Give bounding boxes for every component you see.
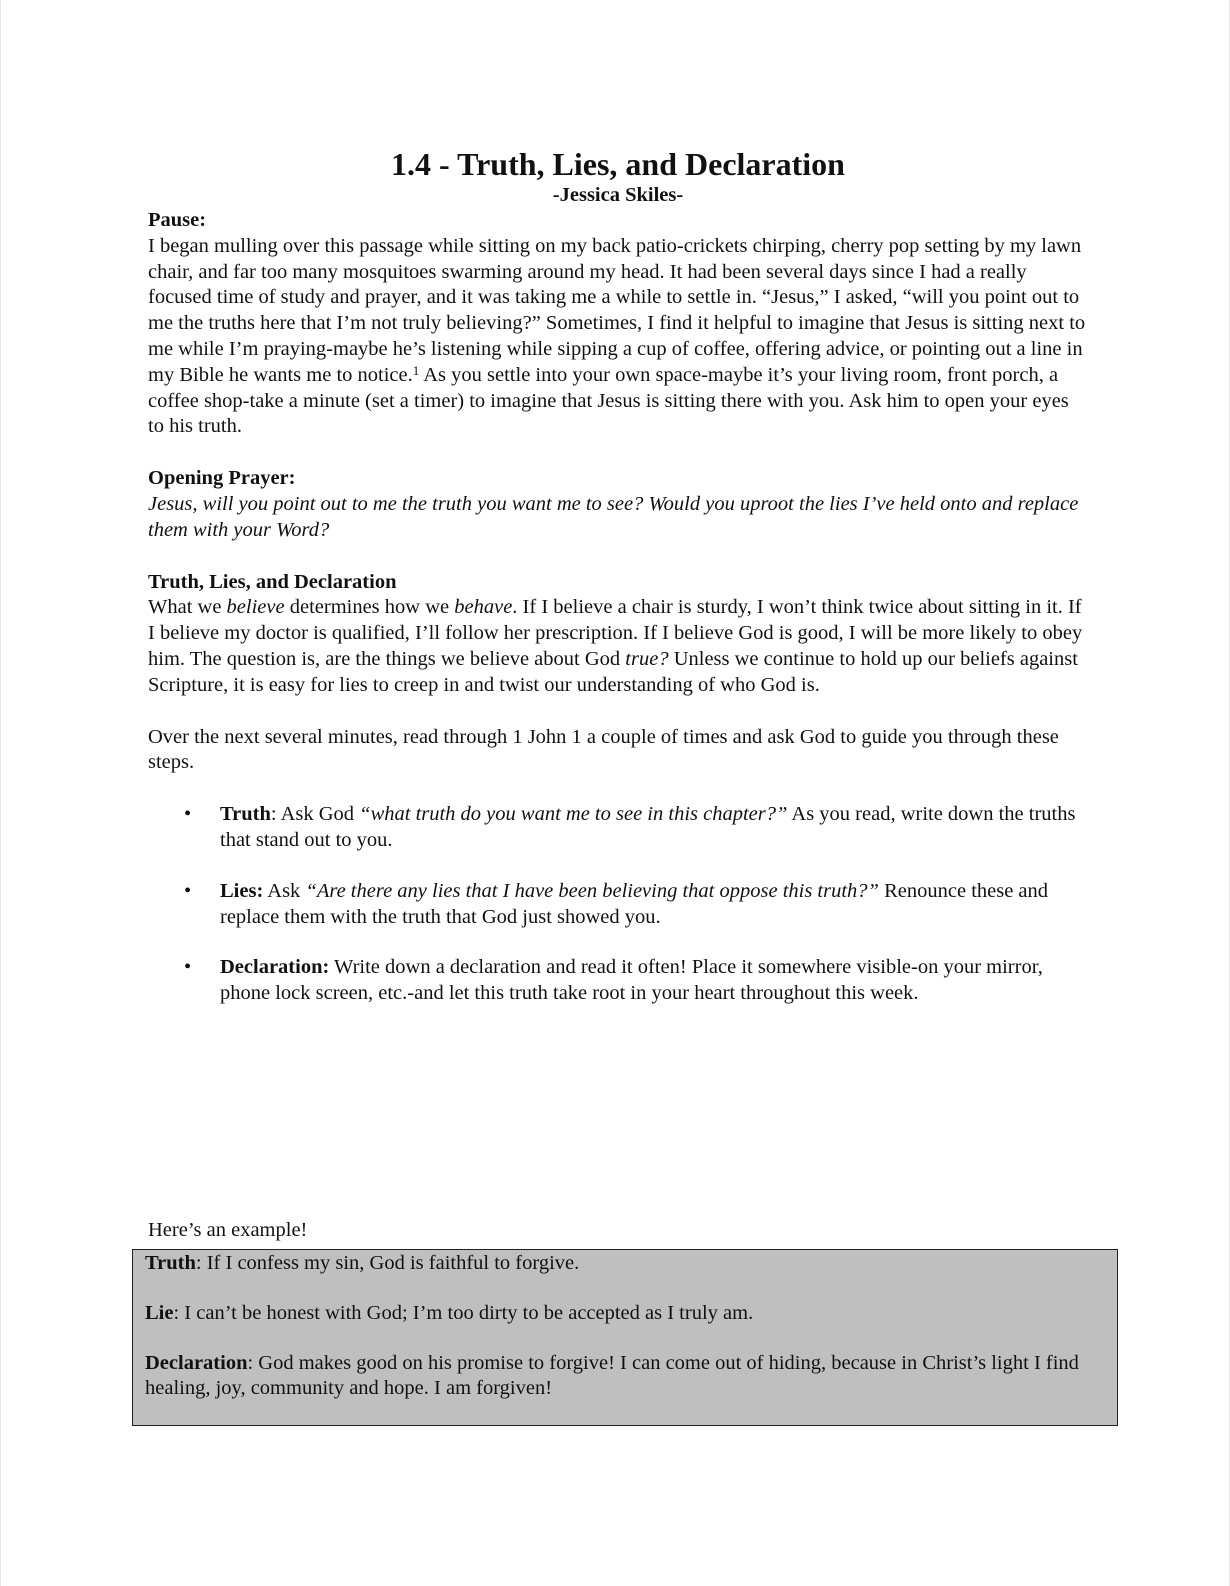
emphasis-true: true?: [625, 647, 669, 670]
text-run: . If I believe a chair is sturdy, I won’t think twice about sitting in it. If I believe my doctor is qualified, I’ll follow her prescription. If I believe God is good, I will be more likely to obey him. The question is, are the things we believe about God: [148, 596, 1083, 670]
step-rest: As you read, write down the truths that stand out to you.: [220, 803, 1076, 851]
text-run: What we: [148, 596, 227, 619]
example-lie: [145, 1301, 1105, 1327]
footnote-marker[interactable]: 1: [412, 362, 420, 378]
example-truth-text: : If I confess my sin, God is faithful to forgive.: [195, 1252, 580, 1274]
document-body: [148, 146, 1088, 1032]
pause-text-part1: I began mulling over this passage while sitting on my back patio-crickets chirping, cherry pop setting by my lawn chair, and far too many mosquitoes swarming around my head. It had been several days since I had a really focused time of study and prayer, and it was taking me a while to settle in. “Jesus,” I asked, “will you point out to me the truths here that I’m not truly believing?” Sometimes, I find it helpful to imagine that Jesus is sitting next to me while I’m praying-maybe he’s listening while sipping a cup of coffee, offering advice, or pointing out a line in my Bible he wants me to notice.: [148, 234, 1086, 386]
list-item-lies: [148, 879, 1088, 931]
truth-paragraph-2: Over the next several minutes, read through 1 John 1 a couple of times and ask God to guide you through these steps.: [148, 725, 1059, 774]
opening-prayer-text: Jesus, will you point out to me the truth you want me to see? Would you uproot the lies I’ve held onto and replace them with your Word?: [148, 492, 1079, 541]
step-text: : Ask God: [270, 803, 360, 826]
spacer: [148, 440, 1088, 466]
truth-lies-heading: Truth, Lies, and Declaration: [148, 570, 397, 593]
list-item-declaration: [148, 955, 1088, 1007]
step-text: Write down a declaration and read it often! Place it somewhere visible-on your mirror, phone lock screen, etc.-and let this truth take root in your heart throughout this week.: [220, 956, 1043, 1005]
step-rest: Renounce these and replace them with the truth that God just showed you.: [220, 879, 1049, 928]
spacer: [148, 699, 1088, 725]
example-lie-text: : I can’t be honest with God; I’m too dirty to be accepted as I truly am.: [173, 1301, 754, 1324]
example-declaration-text: : God makes good on his promise to forgive! I can come out of hiding, because in Christ’s light I find healing, joy, community and hope. I am forgiven!: [145, 1351, 1079, 1400]
spacer: [148, 544, 1088, 570]
example-truth: [145, 1251, 1105, 1277]
truth-paragraph-1: [148, 595, 1088, 698]
bullet-icon: •: [184, 956, 192, 979]
step-label: Truth: [220, 803, 271, 826]
list-item-truth: [148, 802, 1088, 854]
page-title: 1.4 - Truth, Lies, and Declaration: [391, 146, 845, 182]
author-byline: -Jessica Skiles-: [552, 184, 684, 206]
example-lie-label: Lie: [145, 1301, 174, 1324]
pause-paragraph: [148, 234, 1088, 440]
opening-prayer-heading: Opening Prayer:: [148, 467, 296, 490]
bullet-icon: •: [184, 879, 192, 902]
steps-list: [148, 802, 1088, 1007]
emphasis-behave: behave: [454, 596, 513, 619]
emphasis-believe: believe: [226, 596, 285, 619]
spacer: [148, 776, 1088, 802]
example-declaration: [145, 1351, 1105, 1403]
example-box: [132, 1249, 1118, 1426]
step-label: Lies:: [220, 879, 264, 902]
step-label: Declaration:: [220, 956, 330, 979]
example-declaration-label: Declaration: [145, 1351, 248, 1374]
pause-text-part2: As you settle into your own space-maybe it’s your living room, front porch, a coffee shop-take a minute (set a timer) to imagine that Jesus is sitting there with you. Ask him to open your eyes to his truth.: [148, 363, 1069, 438]
step-text: Ask: [263, 879, 306, 902]
text-run: Unless we continue to hold up our beliefs against Scripture, it is easy for lies to creep in and twist our understanding of who God is.: [148, 647, 1078, 696]
bullet-icon: •: [184, 803, 192, 826]
step-quote: “Are there any lies that I have been believing that oppose this truth?”: [305, 879, 879, 902]
example-label: Here’s an example!: [148, 1219, 308, 1241]
example-truth-label: Truth: [145, 1252, 196, 1274]
pause-heading: Pause:: [148, 209, 207, 231]
text-run: determines how we: [284, 596, 455, 619]
step-quote: “what truth do you want me to see in this chapter?”: [359, 803, 788, 826]
